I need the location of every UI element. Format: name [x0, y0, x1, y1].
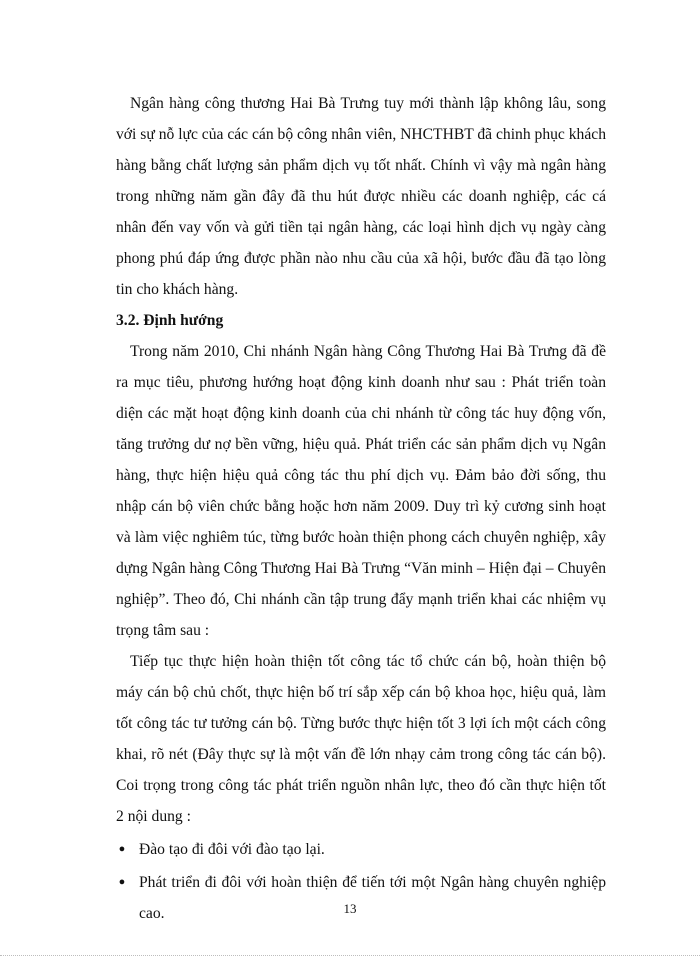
- intro-paragraph: Ngân hàng công thương Hai Bà Trưng tuy mới thành lập không lâu, song với sự nỗ lực của các cán bộ công nhân viên, NHCTHBT đã chinh phục khách hàng bằng chất lượng sản phẩm dịch vụ tốt nhất. Chính vì vậy mà ngân hàng trong những năm gần đây đã thu hút được nhiều các doanh nghiệp, các cá nhân đến vay vốn và gửi tiền tại ngân hàng, các loại hình dịch vụ ngày càng phong phú đáp ứng được phần nào nhu cầu của xã hội, bước đầu đã tạo lòng tin cho khách hàng.: [116, 95, 606, 298]
- direction-paragraph: Trong năm 2010, Chi nhánh Ngân hàng Công Thương Hai Bà Trưng đã đề ra mục tiêu, phương hướng hoạt động kinh doanh như sau : Phát triển toàn diện các mặt hoạt động kinh doanh của chi nhánh từ công tác huy động vốn, tăng trưởng dư nợ bền vững, hiệu quả. Phát triển các sản phẩm dịch vụ Ngân hàng, thực hiện hiệu quả công tác thu phí dịch vụ. Đảm bảo đời sống, thu nhập cán bộ viên chức bằng hoặc hơn năm 2009. Duy trì kỷ cương sinh hoạt và làm việc nghiêm túc, từng bước hoàn thiện phong cách chuyên nghiệp, xây dựng Ngân hàng Công Thương Hai Bà Trưng “Văn minh – Hiện đại – Chuyên nghiệp”. Theo đó, Chi nhánh cần tập trung đẩy mạnh triển khai các nhiệm vụ trọng tâm sau :: [116, 343, 606, 639]
- bullet-text: Phát triển đi đôi với hoàn thiện để tiến tới một Ngân hàng chuyên nghiệp cao.: [139, 874, 606, 922]
- document-body: [116, 88, 606, 929]
- bullet-text: Đào tạo đi đôi với đào tạo lại.: [139, 841, 325, 858]
- page-bottom-divider: [0, 955, 700, 956]
- section-heading: 3.2. Định hướng: [116, 312, 224, 329]
- bullet-item-training: [116, 834, 606, 865]
- tasks-paragraph: Tiếp tục thực hiện hoàn thiện tốt công tác tổ chức cán bộ, hoàn thiện bộ máy cán bộ chủ chốt, thực hiện bố trí sắp xếp cán bộ khoa học, hiệu quả, làm tốt công tác tư tưởng cán bộ. Từng bước thực hiện tốt 3 lợi ích một cách công khai, rõ nét (Đây thực sự là một vấn đề lớn nhạy cảm trong công tác cán bộ). Coi trọng trong công tác phát triển nguồn nhân lực, theo đó cần thực hiện tốt 2 nội dung :: [116, 653, 606, 825]
- bullet-item-development: [116, 867, 606, 929]
- bullet-icon: ●: [118, 876, 126, 888]
- bullet-icon: ●: [118, 843, 126, 855]
- page-number: 13: [343, 901, 357, 916]
